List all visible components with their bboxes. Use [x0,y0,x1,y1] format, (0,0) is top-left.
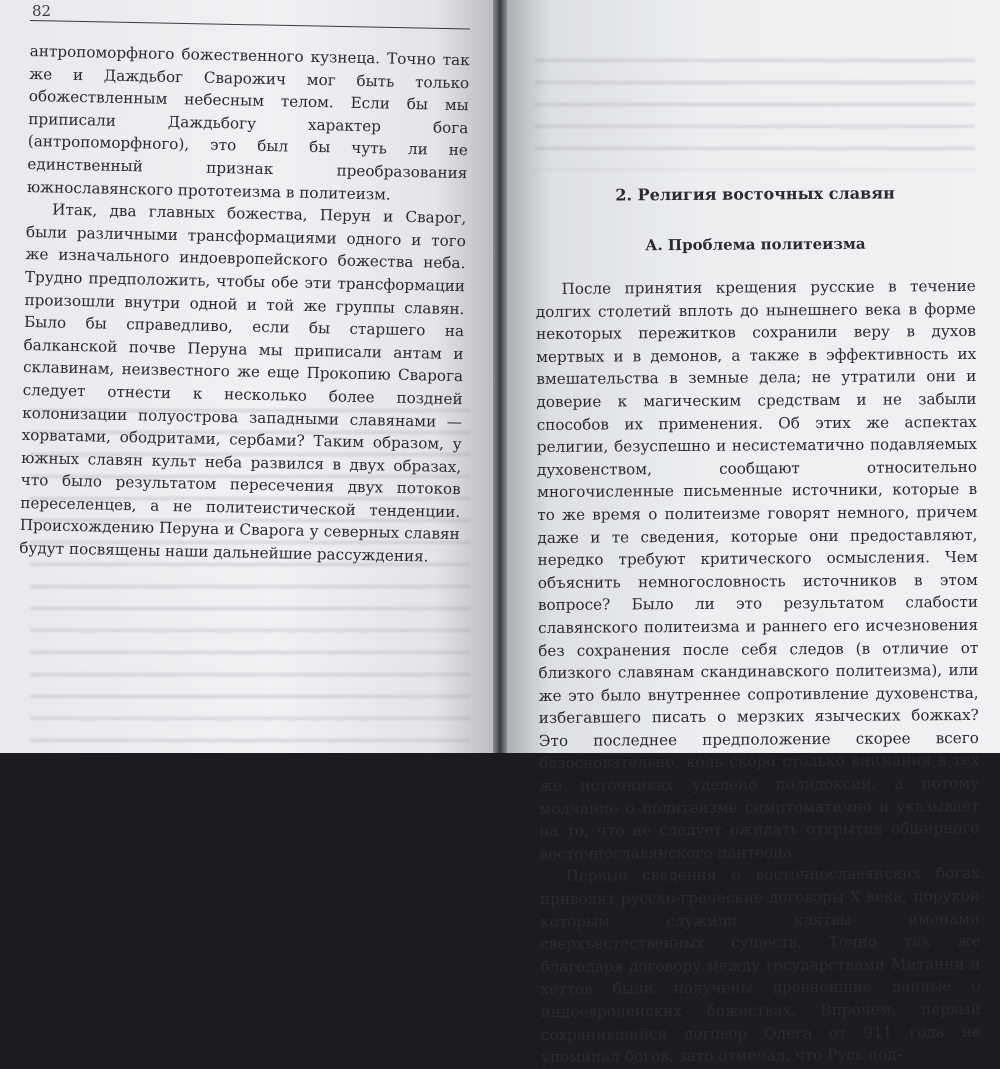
book-gutter [493,0,507,753]
left-paragraph-2: Итак, два главных божества, Перун и Сварог, были различными трансформациями одного и того же изначального индоевропейского божества неба. Трудно предположить, чтобы обе эти трансформации произошли внутри одной и той же группы славян. Было бы справедливо, если бы старшего на балканской почве Перуна мы приписали антам и склавинам, неизвестного же еще Прокопию Сварога следует отнести к несколько более поздней колонизации полуострова западными славянами — хорватами, ободритами, сербами? Таким образом, у южных славян культ неба развился в двух образах, что было результатом пересечения двух потоков переселенцев, а не политеистической тенденции. Происхождению Перуна и Сварога у северных славян будут посвящены наши дальнейшие рассуждения. [19,200,467,566]
left-page [0,0,495,753]
right-page [505,0,1000,1067]
right-paragraph-2: Первые сведения о восточнославянских богах приводят русско-греческие договоры X века, порукой которым служили клятвы именами сверхъестественных существ. Точно так же благодаря договору между государствами Митанни и хеттов были получены древнейшие данные о индоевропейских божествах. Впрочем, первый сохранившийся договор Олега от 911 года не упоминал богов, зато отмечал, что Русь под- [539,864,981,1067]
subsection-title: А. Проблема политеизма [645,234,866,255]
left-paragraph-1: антропоморфного божественного кузнеца. Точно так же и Даждьбог Сварожич мог быть только обожествленным небесным телом. Если бы мы приписали Даждьбогу характер бога (антропоморфного), это был бы чуть ли не единственный признак преобразования южнославянского прототеизма в политеизм. [26,41,470,204]
page-number: 82 [32,2,52,20]
right-text-column [535,182,981,1069]
section-title: 2. Религия восточных славян [615,183,895,205]
right-paragraph-1: После принятия крещения русские в течение долгих столетий вплоть до нынешнего века в форме некоторых пережитков сохранили веру в духов мертвых и в демонов, а также в эффективность их вмешательства в земные дела; не утратили они и доверие к магическим средствам и не забыли способов их применения. Об этих же аспектах религии, безуспешно и несистематично подавляемых духовенством, сообщают относительно многочисленные письменные источники, которые в то же время о политеизме говорят немного, причем даже и те сведения, которые они предоставляют, нередко требуют критического осмысления. Чем объяснить немногословность источников в этом вопросе? Было ли это результатом слабости славянского политеизма и раннего его исчезновения без сохранения после себя следов (в отличие от близкого славянам скандинавского политеизма), или же это было внутреннее сопротивление духовенства, избегавшего писать о мерзких языческих божках? Это последнее предположение скорее всего безосновательно, коль скоро столько внимания в тех же источниках уделено полидоксии, а потому молчание о политеизме симптоматично и указывает на то, что не следует ожидать открытия обширного восточнославянского пантеона. [535,276,980,863]
header-rule [30,20,470,29]
show-through-text [535,50,975,170]
left-text-column [19,40,470,569]
